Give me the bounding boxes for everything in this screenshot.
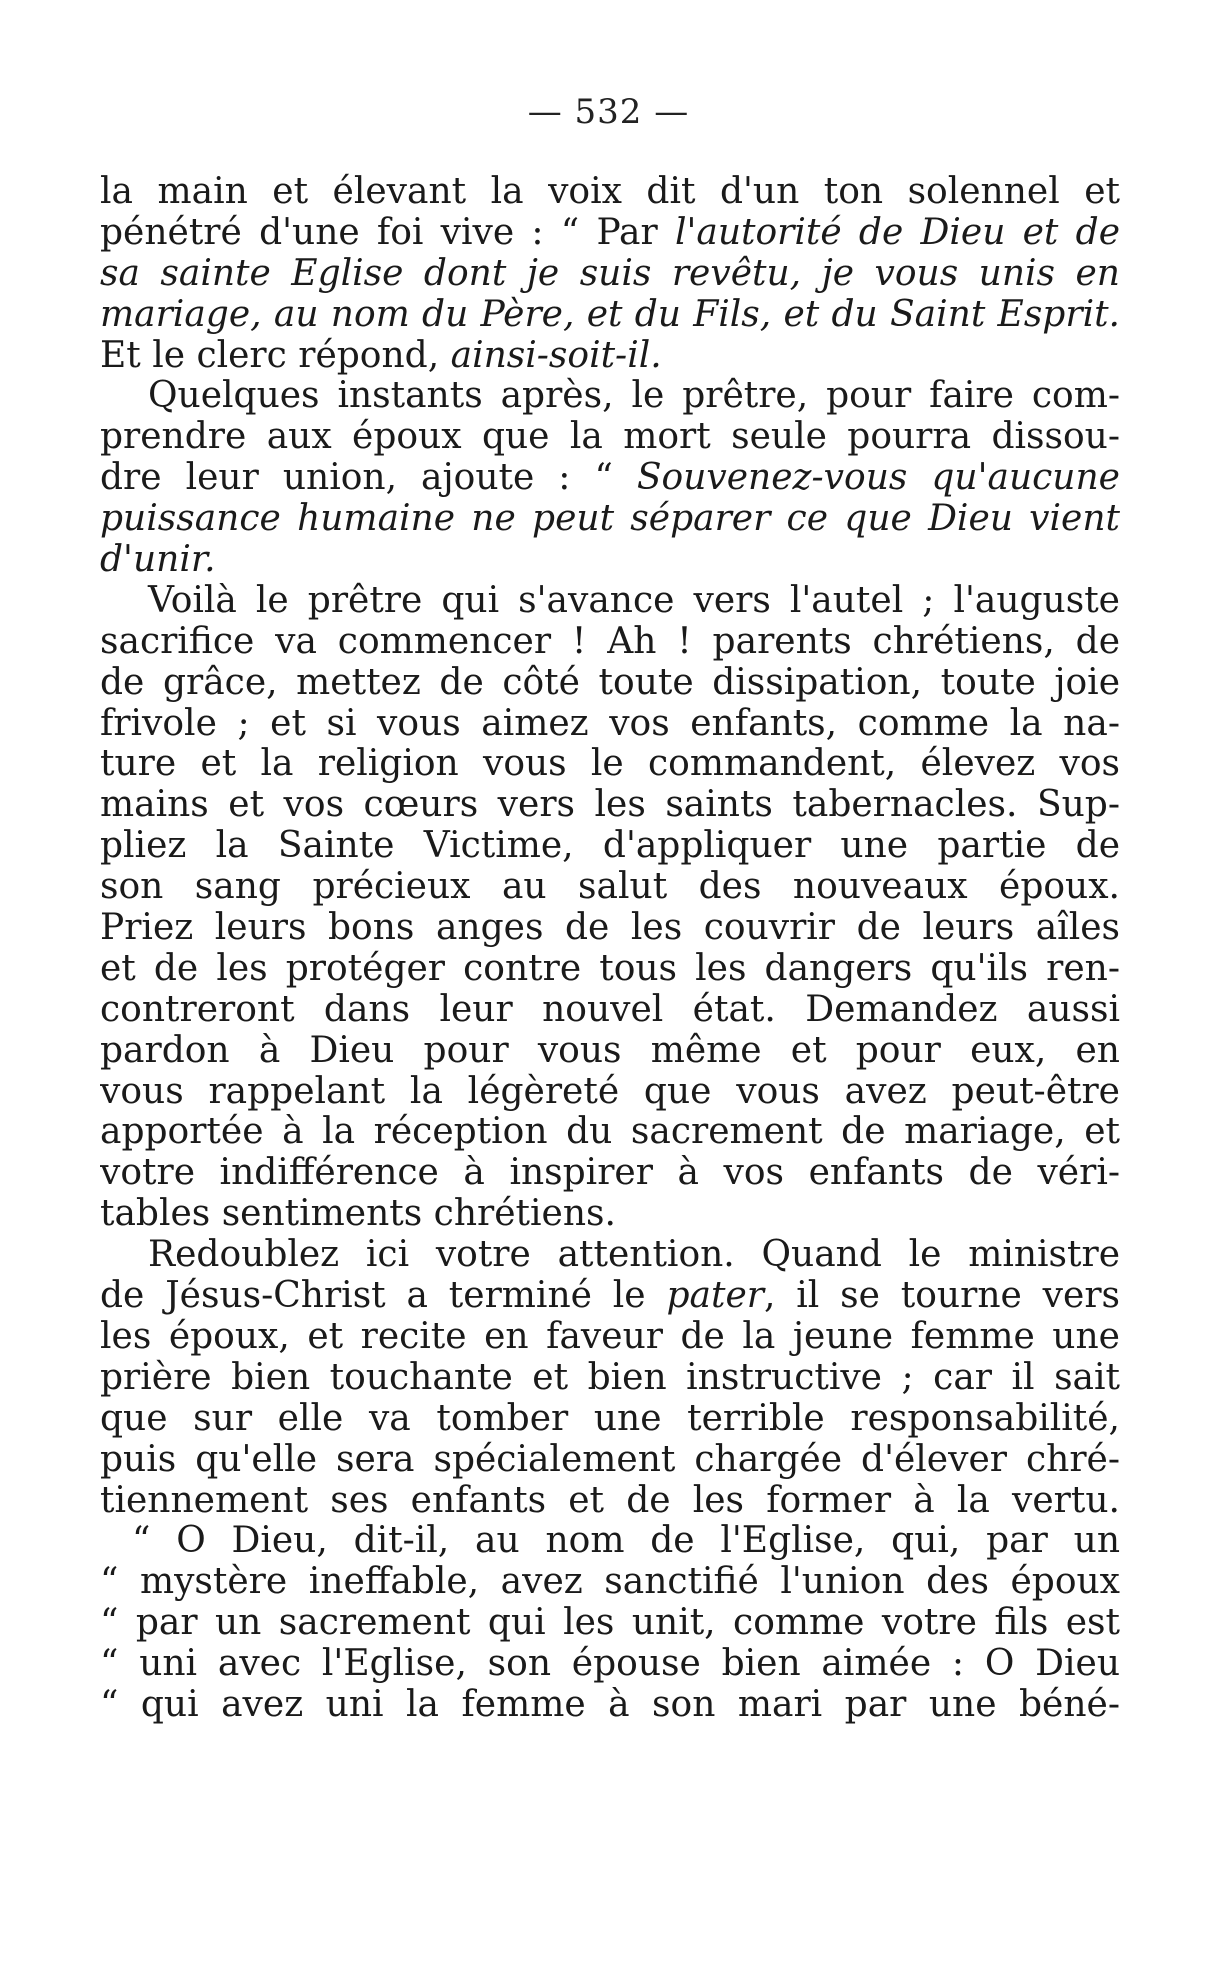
text-line <box>100 744 1120 785</box>
text-segment: la main et élevant la voix dit d'un ton solennel et <box>100 172 1120 212</box>
text-segment: ture et la religion vous le commandent, élevez vos <box>100 744 1120 785</box>
text-line <box>100 1317 1120 1358</box>
text-line <box>100 1481 1120 1522</box>
text-line <box>100 1358 1120 1399</box>
text-segment: mains et vos cœurs vers les saints tabernacles. Sup- <box>100 785 1120 826</box>
text-segment: contreront dans leur nouvel état. Demandez aussi <box>100 989 1120 1030</box>
text-line <box>100 1235 1120 1276</box>
text-line <box>100 213 1120 254</box>
page-number: — 532 — <box>527 92 690 132</box>
text-line <box>100 1440 1120 1481</box>
text-segment: l'autorité de Dieu et de <box>674 212 1120 253</box>
text-segment: Voilà le prêtre qui s'avance vers l'autel ; l'auguste <box>148 580 1120 621</box>
text-segment: pater <box>666 1276 764 1317</box>
text-line <box>100 1521 1120 1562</box>
text-line <box>100 1194 1120 1235</box>
text-line <box>100 581 1120 622</box>
text-segment: prendre aux époux que la mort seule pourra dissou- <box>100 417 1120 458</box>
text-segment: pardon à Dieu pour vous même et pour eux, en <box>100 1030 1120 1071</box>
text-line <box>100 1562 1120 1603</box>
text-line <box>100 663 1120 704</box>
text-line <box>100 990 1120 1031</box>
text-segment: Redoublez ici votre attention. Quand le ministre <box>148 1235 1120 1276</box>
text-segment: apportée à la réception du sacrement de mariage, et <box>100 1112 1120 1153</box>
text-line <box>100 1031 1120 1072</box>
text-line <box>100 1644 1120 1685</box>
text-segment: tiennement ses enfants et de les former à la vertu. <box>100 1480 1120 1521</box>
text-segment: d'unir. <box>100 540 216 581</box>
text-segment: sa sainte Eglise dont je suis revêtu, je vous unis en <box>100 253 1120 294</box>
text-segment: de grâce, mettez de côté toute dissipation, toute joie <box>100 662 1120 703</box>
body-text <box>100 172 1120 1726</box>
text-segment: “ uni avec l'Eglise, son épouse bien aimée : O Dieu <box>100 1644 1120 1685</box>
text-segment: prière bien touchante et bien instructive ; car il sait <box>100 1357 1120 1398</box>
text-line <box>100 949 1120 990</box>
text-segment: frivole ; et si vous aimez vos enfants, comme la na- <box>100 703 1120 744</box>
text-segment: Quelques instants après, le prêtre, pour faire com- <box>148 376 1120 417</box>
text-line <box>100 1399 1120 1440</box>
text-segment: son sang précieux au salut des nouveaux époux. <box>100 867 1120 908</box>
text-segment: puissance humaine ne peut séparer ce que Dieu vient <box>100 499 1120 540</box>
text-segment: ainsi-soit-il. <box>450 335 662 376</box>
text-segment: “ qui avez uni la femme à son mari par une béné- <box>100 1684 1120 1725</box>
text-segment: “ O Dieu, dit-il, au nom de l'Eglise, qui, par un <box>132 1521 1120 1562</box>
text-segment: puis qu'elle sera spécialement chargée d'élever chré- <box>100 1439 1120 1480</box>
text-line <box>100 622 1120 663</box>
text-line <box>100 1153 1120 1194</box>
text-segment: , il se tourne vers <box>763 1276 1120 1317</box>
text-line <box>100 1276 1120 1317</box>
text-line <box>100 172 1120 213</box>
text-line <box>100 1603 1120 1644</box>
text-segment: sacrifice va commencer ! Ah ! parents chrétiens, de <box>100 621 1120 662</box>
text-line <box>100 1685 1120 1726</box>
text-line <box>100 826 1120 867</box>
text-line <box>100 1112 1120 1153</box>
text-line <box>100 908 1120 949</box>
text-line <box>100 458 1120 499</box>
text-segment: dre leur union, ajoute : “ <box>100 458 637 499</box>
text-line <box>100 867 1120 908</box>
text-segment: “ par un sacrement qui les unit, comme votre fils est <box>100 1603 1120 1644</box>
text-segment: et de les protéger contre tous les dangers qu'ils ren- <box>100 948 1120 989</box>
text-segment: Et le clerc répond, <box>100 335 451 376</box>
text-line <box>100 254 1120 295</box>
text-line <box>100 295 1120 336</box>
text-segment: Souvenez-vous qu'aucune <box>636 458 1120 499</box>
text-segment: que sur elle va tomber une terrible responsabilité, <box>100 1398 1120 1439</box>
text-line <box>100 785 1120 826</box>
text-segment: pliez la Sainte Victime, d'appliquer une partie de <box>100 826 1120 867</box>
text-line <box>100 376 1120 417</box>
text-line <box>100 704 1120 745</box>
text-segment: Priez leurs bons anges de les couvrir de leurs aîles <box>100 908 1120 949</box>
text-segment: les époux, et recite en faveur de la jeune femme une <box>100 1316 1120 1357</box>
text-line <box>100 417 1120 458</box>
text-line <box>100 540 1120 581</box>
text-segment: “ mystère ineffable, avez sanctifié l'union des époux <box>100 1562 1120 1603</box>
text-segment: votre indifférence à inspirer à vos enfants de véri- <box>100 1153 1120 1194</box>
text-line <box>100 336 1120 377</box>
text-segment: tables sentiments chrétiens. <box>100 1194 616 1235</box>
text-segment: mariage, au nom du Père, et du Fils, et du Saint Esprit. <box>100 294 1120 335</box>
text-segment: pénétré d'une foi vive : “ Par <box>100 212 675 253</box>
text-line <box>100 1072 1120 1113</box>
text-segment: de Jésus-Christ a terminé le <box>100 1276 667 1317</box>
text-line <box>100 499 1120 540</box>
text-segment: vous rappelant la légèreté que vous avez peut-être <box>100 1071 1120 1112</box>
